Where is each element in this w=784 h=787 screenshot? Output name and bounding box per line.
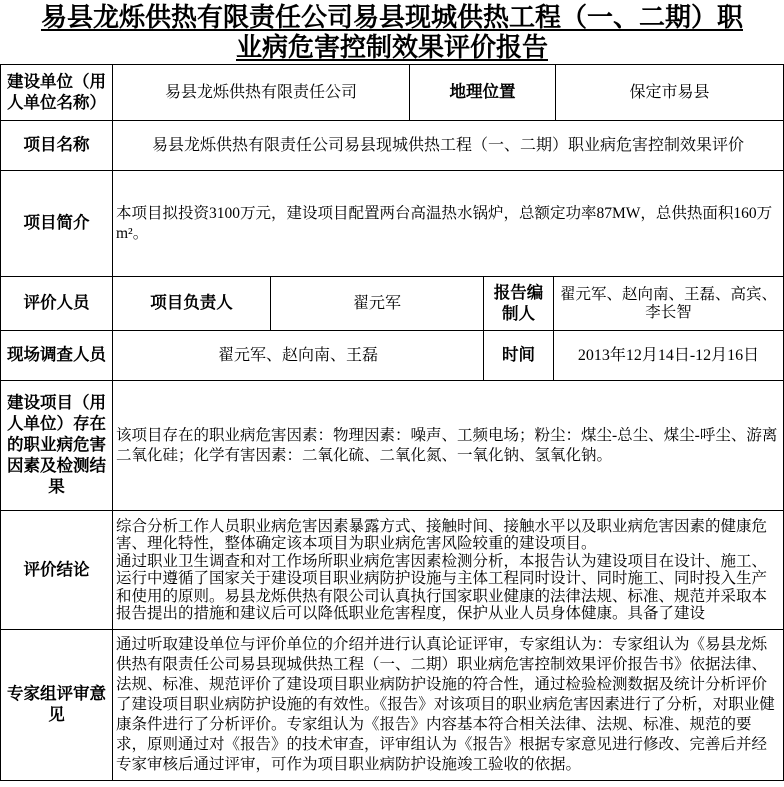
project-intro-text: 本项目拟投资3100万元，建设项目配置两台高温热水锅炉，总额定功率87MW，总供热面积160万m²。 xyxy=(116,204,773,242)
construction-unit-label-cell: 建设单位（用人单位名称） xyxy=(1,65,113,121)
table-row-expert-opinion xyxy=(1,630,783,780)
geo-location-label-cell: 地理位置 xyxy=(410,65,556,121)
report-title-line-1: 易县龙烁供热有限责任公司易县现城供热工程（一、二期）职 xyxy=(40,3,743,32)
table-row-hazard-factors xyxy=(1,381,783,511)
site-survey-label-cell: 现场调查人员 xyxy=(1,331,113,381)
site-survey-value-cell: 翟元军、赵向南、王磊 xyxy=(113,331,484,381)
project-intro-label-cell: 项目简介 xyxy=(1,171,113,277)
project-leader-value-cell: 翟元军 xyxy=(271,277,484,331)
report-writers-value-cell: 翟元军、赵向南、王磊、高宾、李长智 xyxy=(554,277,783,331)
conclusion-label-cell: 评价结论 xyxy=(1,511,113,630)
geo-location-value-cell: 保定市易县 xyxy=(556,65,783,121)
report-table xyxy=(0,64,784,781)
table-row-project-intro xyxy=(1,171,783,277)
hazards-text: 该项目存在的职业病危害因素：物理因素：噪声、工频电场；粉尘：煤尘-总尘、煤尘-呼尘、游离二氧化硅；化学有害因素：二氧化硫、二氧化氮、一氧化钠、氢氧化钠。 xyxy=(116,426,778,464)
expert-opinion-text: 通过听取建设单位与评价单位的介绍并进行认真论证评审，专家组认为：专家组认为《易县龙烁供热有限责任公司易县现城供热工程（一、二期）职业病危害控制效果评价报告书》依据法律、法规、标准、规范评价了建设项目职业病防护设施的符合性，通过检验检测数据及统计分析评价了建设项目职业病防护设施的有效性。《报告》对该项目的职业病危害因素进行了分析，对职业健康条件进行了分析评价。专家组认为《报告》内容基本符合相关法律、法规、标准、规范的要求，原则通过对《报告》的技术审查，评审组认为《报告》根据专家意见进行修改、完善后并经专家审核后通过评审，可作为项目职业病防护设施竣工验收的依据。 xyxy=(116,636,775,773)
table-row-project-name xyxy=(1,121,783,171)
evaluators-label-cell: 评价人员 xyxy=(1,277,113,331)
table-row-construction-unit xyxy=(1,65,783,121)
conclusion-paragraph-1: 综合分析工作人员职业病危害因素暴露方式、接触时间、接触水平以及职业病危害因素的健康危害、理化特性，整体确定该本项目为职业病危害风险较重的建设项目。 xyxy=(116,517,768,552)
project-name-label-cell: 项目名称 xyxy=(1,121,113,171)
conclusion-paragraph-2: 通过职业卫生调查和对工作场所职业病危害因素检测分析，本报告认为建设项目在设计、施工、运行中遵循了国家关于建设项目职业病防护设施与主体工程同时设计、同时施工、同时投入生产和使用的原则。易县龙烁供热有限公司认真执行国家职业健康的法律法规、标准、规范并采取本报告提出的措施和建议后可以降低职业危害程度，保护从业人员身体健康。具备了建设 xyxy=(116,552,768,622)
conclusion-value-cell xyxy=(113,511,783,630)
construction-unit-value-cell: 易县龙烁供热有限责任公司 xyxy=(113,65,410,121)
expert-opinion-label-cell: 专家组评审意见 xyxy=(1,630,113,780)
project-name-value-cell: 易县龙烁供热有限责任公司易县现城供热工程（一、二期）职业病危害控制效果评价 xyxy=(113,121,783,171)
hazards-value-cell xyxy=(113,381,783,511)
table-row-conclusion xyxy=(1,511,783,630)
expert-opinion-value-cell xyxy=(113,630,783,780)
report-title-line-2: 业病危害控制效果评价报告 xyxy=(235,33,548,62)
time-value-cell: 2013年12月14日-12月16日 xyxy=(554,331,783,381)
report-writers-label-cell: 报告编制人 xyxy=(484,277,554,331)
project-intro-value-cell xyxy=(113,171,783,277)
report-title xyxy=(0,0,784,64)
hazards-label-cell: 建设项目（用人单位）存在的职业病危害因素及检测结果 xyxy=(1,381,113,511)
project-leader-label-cell: 项目负责人 xyxy=(113,277,271,331)
table-row-evaluators xyxy=(1,277,783,331)
time-label-cell: 时间 xyxy=(484,331,554,381)
table-row-site-survey xyxy=(1,331,783,381)
